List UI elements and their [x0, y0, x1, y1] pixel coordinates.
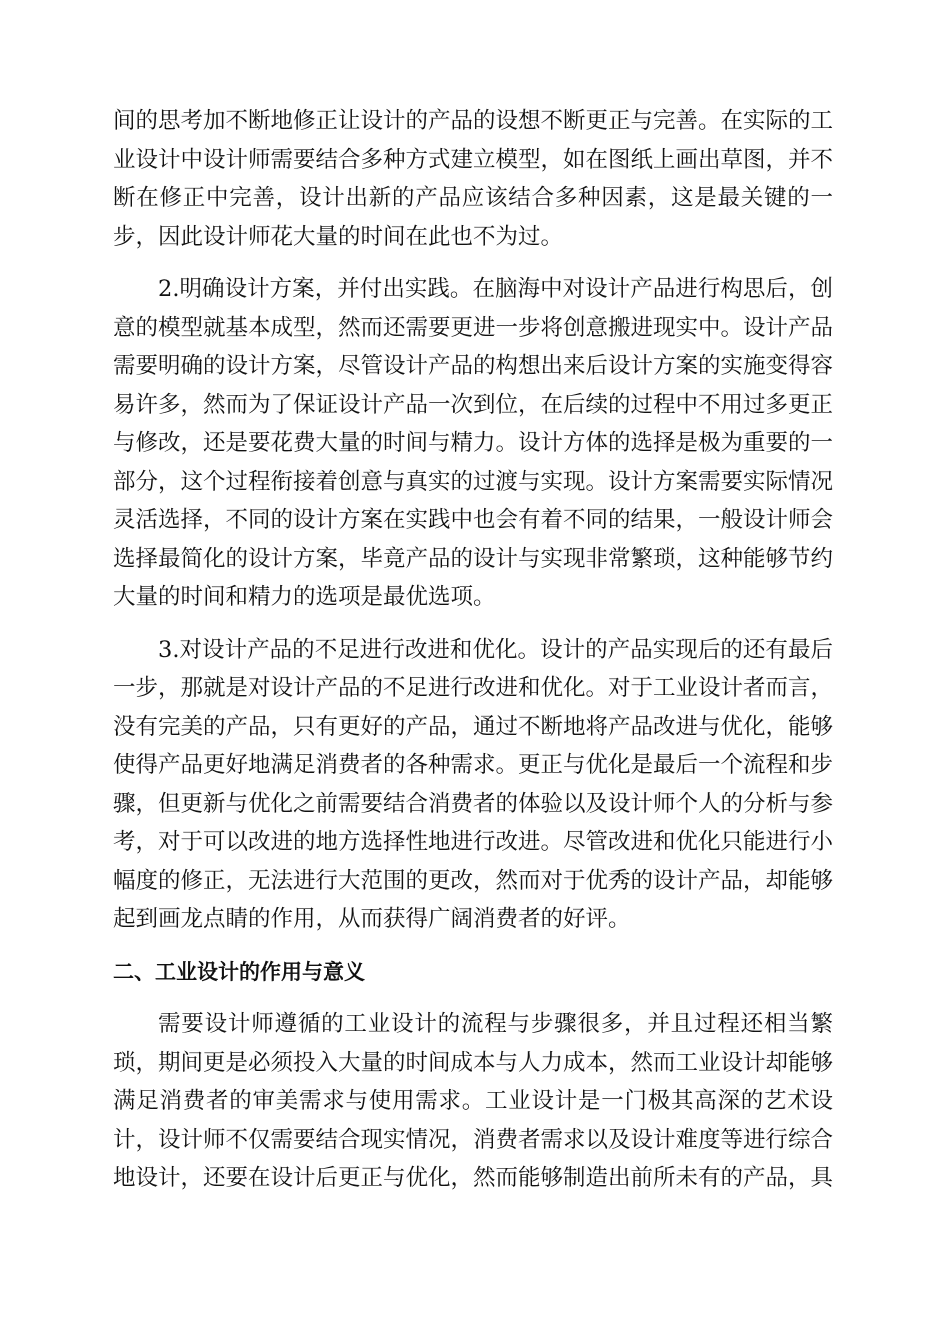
paragraph-step-3: 3.对设计产品的不足进行改进和优化。设计的产品实现后的还有最后一步，那就是对设计产品的不足进行改进和优化。对于工业设计者而言，没有完美的产品，只有更好的产品，通过不断地将产品改进与优化，能够使得产品更好地满足消费者的各种需求。更正与优化是最后一个流程和步骤，但更新与优化之前需要结合消费者的体验以及设计师个人的分析与参考，对于可以改进的地方选择性地进行改进。尽管改进和优化只能进行小幅度的修正，无法进行大范围的更改，然而对于优秀的设计产品，却能够起到画龙点睛的作用，从而获得广阔消费者的好评。	[113, 636, 834, 932]
paragraph-section-intro: 需要设计师遵循的工业设计的流程与步骤很多，并且过程还相当繁琐，期间更是必须投入大量的时间成本与人力成本，然而工业设计却能够满足消费者的审美需求与使用需求。工业设计是一门极其高深的艺术设计，设计师不仅需要结合现实情况，消费者需求以及设计难度等进行综合地设计，还要在设计后更正与优化，然而能够制造出前所未有的产品，具	[113, 1011, 834, 1191]
document-page	[113, 102, 833, 1212]
section-heading: 二、工业设计的作用与意义	[113, 959, 365, 984]
paragraph-continuation: 间的思考加不断地修正让设计的产品的设想不断更正与完善。在实际的工业设计中设计师需要结合多种方式建立模型，如在图纸上画出草图，并不断在修正中完善，设计出新的产品应该结合多种因素，这是最关键的一步，因此设计师花大量的时间在此也不为过。	[113, 108, 834, 250]
paragraph-step-2: 2.明确设计方案，并付出实践。在脑海中对设计产品进行构思后，创意的模型就基本成型，然而还需要更进一步将创意搬进现实中。设计产品需要明确的设计方案，尽管设计产品的构想出来后设计方案的实施变得容易许多，然而为了保证设计产品一次到位，在后续的过程中不用过多更正与修改，还是要花费大量的时间与精力。设计方体的选择是极为重要的一部分，这个过程衔接着创意与真实的过渡与实现。设计方案需要实际情况灵活选择，不同的设计方案在实践中也会有着不同的结果，一般设计师会选择最简化的设计方案，毕竟产品的设计与实现非常繁琐，这种能够节约大量的时间和精力的选项是最优选项。	[113, 276, 834, 610]
